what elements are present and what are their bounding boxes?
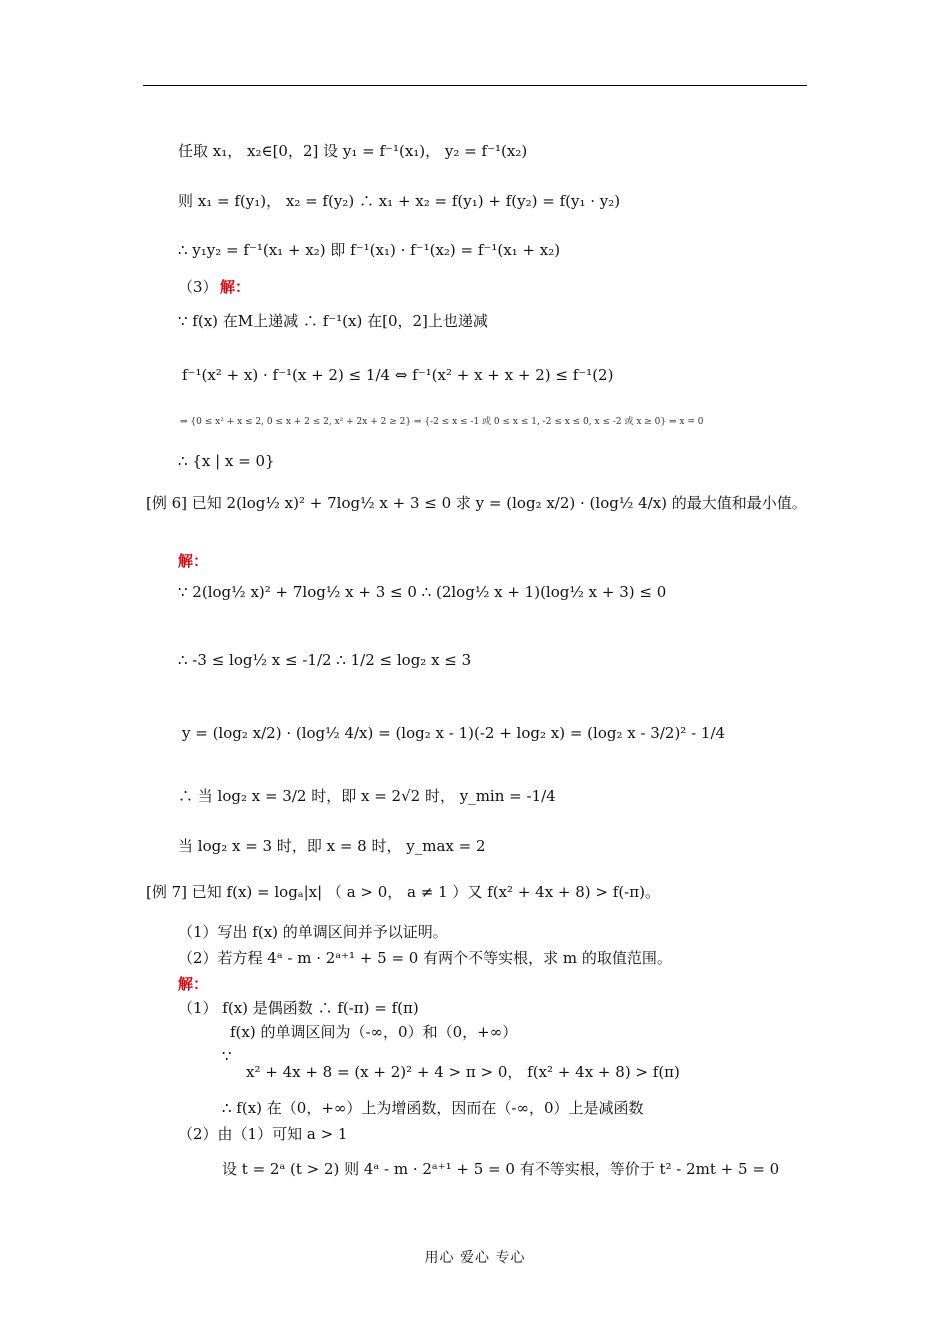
example-6-statement: [例 6] 已知 2(log½ x)² + 7log½ x + 3 ≤ 0 求 y = (log₂ x/2) · (log½ 4/x) 的最大值和最小值。 [146, 494, 807, 512]
text-line: （2）若方程 4ᵃ - m · 2ᵃ⁺¹ + 5 = 0 有两个不等实根，求 m 的取值范围。 [178, 949, 672, 967]
text-line: 任取 x₁， x₂∈[0，2] 设 y₁ = f⁻¹(x₁)， y₂ = f⁻¹(x₂) [178, 142, 528, 160]
solution-label: 解： [178, 975, 209, 993]
text-line: （2）由（1）可知 a > 1 [178, 1125, 348, 1143]
text-line: ∴ f(x) 在（0，+∞）上为增函数，因而在（-∞，0）上是减函数 [222, 1099, 644, 1117]
part-label: （3） [178, 278, 218, 296]
math-line: x² + 4x + 8 = (x + 2)² + 4 > π > 0， f(x² + 4x + 8) > f(π) [246, 1063, 680, 1081]
footer: 用心 爱心 专心 [424, 1250, 526, 1266]
header-rule [143, 85, 807, 86]
text-line: ∵ f(x) 在M上递减 ∴ f⁻¹(x) 在[0，2]上也递减 [178, 312, 488, 330]
text-line: ∴ 当 log₂ x = 3/2 时，即 x = 2√2 时， y_min = -1/4 [178, 787, 556, 805]
solution-label: 解： [220, 278, 251, 296]
math-line: f⁻¹(x² + x) · f⁻¹(x + 2) ≤ 1/4 ⇔ f⁻¹(x² + x + x + 2) ≤ f⁻¹(2) [182, 366, 614, 384]
text-line: 则 x₁ = f(y₁)， x₂ = f(y₂) ∴ x₁ + x₂ = f(y₁) + f(y₂) = f(y₁ · y₂) [178, 192, 621, 210]
text-line: f(x) 的单调区间为（-∞，0）和（0，+∞） [230, 1023, 518, 1041]
because-symbol: ∵ [222, 1047, 232, 1065]
text-line: ∴ {x | x = 0} [178, 452, 275, 470]
text-line: ∵ 2(log½ x)² + 7log½ x + 3 ≤ 0 ∴ (2log½ x + 1)(log½ x + 3) ≤ 0 [178, 583, 667, 601]
math-system-line: ⇒ {0 ≤ x² + x ≤ 2, 0 ≤ x + 2 ≤ 2, x² + 2x + 2 ≥ 2} ⇒ {-2 ≤ x ≤ -1 或 0 ≤ x ≤ 1, -2 ≤ x ≤ 0, x ≤ -2 或 x ≥ 0} ⇒ x = 0 [180, 417, 704, 427]
text-line: 设 t = 2ᵃ (t > 2) 则 4ᵃ - m · 2ᵃ⁺¹ + 5 = 0 有不等实根，等价于 t² - 2mt + 5 = 0 [222, 1160, 780, 1178]
text-line: 当 log₂ x = 3 时，即 x = 8 时， y_max = 2 [178, 837, 486, 855]
text-line: （1）写出 f(x) 的单调区间并予以证明。 [178, 923, 448, 941]
text-line: ∴ y₁y₂ = f⁻¹(x₁ + x₂) 即 f⁻¹(x₁) · f⁻¹(x₂) = f⁻¹(x₁ + x₂) [178, 241, 561, 259]
text-line: （1） f(x) 是偶函数 ∴ f(-π) = f(π) [178, 999, 419, 1017]
example-7-statement: [例 7] 已知 f(x) = logₐ|x| （ a > 0， a ≠ 1 ）又 f(x² + 4x + 8) > f(-π)。 [146, 883, 660, 901]
math-line: y = (log₂ x/2) · (log½ 4/x) = (log₂ x - 1)(-2 + log₂ x) = (log₂ x - 3/2)² - 1/4 [182, 724, 726, 742]
text-line: ∴ -3 ≤ log½ x ≤ -1/2 ∴ 1/2 ≤ log₂ x ≤ 3 [178, 651, 472, 669]
solution-label: 解： [178, 552, 209, 570]
